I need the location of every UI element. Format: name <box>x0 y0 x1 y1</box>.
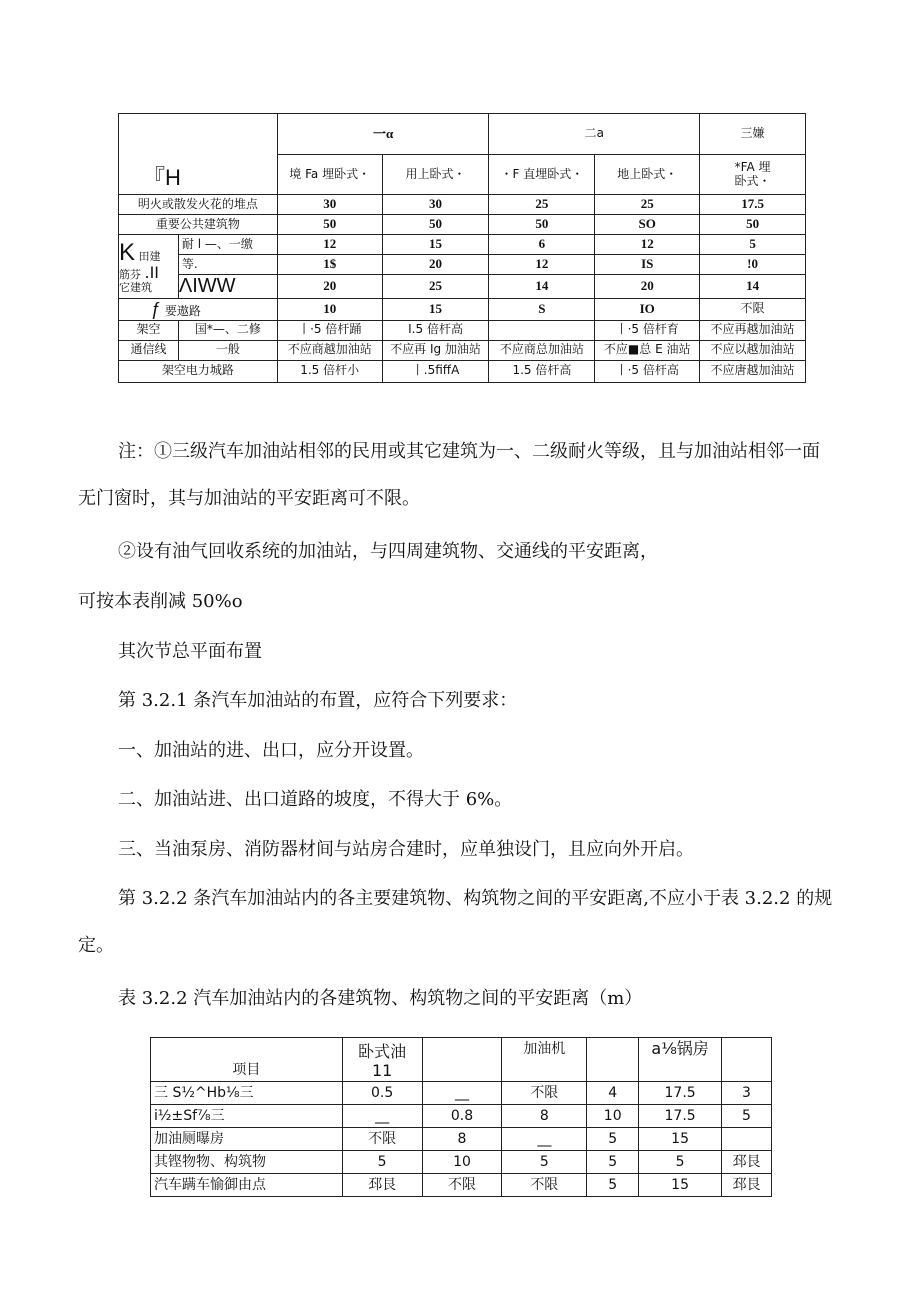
cell: S <box>489 299 595 321</box>
note-1-line-2: 无门窗时，其与加油站的平安距离可不限。 <box>78 488 420 509</box>
row-sub-label: 国*—、二修 <box>178 320 277 340</box>
row-label: 汽车蹒车愉御由点 <box>151 1174 343 1197</box>
header-boiler: a⅛锅房 <box>639 1038 722 1082</box>
cell: 10 <box>277 299 382 321</box>
corner-label: 『H <box>143 164 181 190</box>
cell: 12 <box>277 235 382 255</box>
row-label: i½±Sf⅞三 <box>151 1105 343 1128</box>
road-label <box>119 299 278 321</box>
other-label: 它建筑 <box>119 280 152 294</box>
row-label: 架空电力城路 <box>119 360 278 382</box>
cell: 不应商总加油站 <box>489 340 595 360</box>
f-glyph: ƒ <box>151 299 162 319</box>
row-label: 三 S½^Hb⅛三 <box>151 1082 343 1105</box>
cell: 5 <box>587 1151 639 1174</box>
cell: 20 <box>277 275 382 299</box>
cell: 17.5 <box>700 195 806 215</box>
group-header-2: 二a <box>489 114 700 155</box>
cell: SO <box>595 215 700 235</box>
cell: 3 <box>722 1082 772 1105</box>
cell: 不限 <box>422 1174 502 1197</box>
aiww-label: ΛIWW <box>178 275 277 299</box>
cell: 0.8 <box>422 1105 502 1128</box>
cell: 50 <box>382 215 489 235</box>
distance-table-2 <box>150 1037 772 1197</box>
cell: 5 <box>587 1174 639 1197</box>
cell: 15 <box>382 299 489 321</box>
row-label: 架空 <box>119 320 179 340</box>
row-sub-label: 等. <box>178 255 277 275</box>
article-322-line-2: 定。 <box>78 935 114 956</box>
cell: 50 <box>277 215 382 235</box>
corner-cell <box>119 114 278 195</box>
cell: 30 <box>382 195 489 215</box>
row-label: 重要公共建筑物 <box>119 215 278 235</box>
cell: I.5 倍杆高 <box>382 320 489 340</box>
cell: 15 <box>382 235 489 255</box>
cell: !0 <box>700 255 806 275</box>
cell: 丨.5fiffA <box>382 360 489 382</box>
cell: __ <box>422 1082 502 1105</box>
header-tank: 卧式油 11 <box>342 1038 422 1082</box>
cell: IO <box>595 299 700 321</box>
cell: 20 <box>382 255 489 275</box>
note-2-line-1: ②设有油气回收系统的加油站，与四周建筑物、交通线的平安距离， <box>118 541 658 562</box>
article-321: 第 3.2.1 条汽车加油站的布置，应符合下列要求： <box>118 690 518 711</box>
row-sub-label: 一般 <box>178 340 277 360</box>
cell: 25 <box>382 275 489 299</box>
cell: 邳艮 <box>342 1174 422 1197</box>
header-blank <box>722 1038 772 1082</box>
cell: 邳艮 <box>722 1151 772 1174</box>
cell: 14 <box>700 275 806 299</box>
sub-header-4: 地上卧式・ <box>595 155 700 195</box>
cell: 不应商越加油站 <box>277 340 382 360</box>
cell: 50 <box>489 215 595 235</box>
cell: 12 <box>595 235 700 255</box>
cell: 1$ <box>277 255 382 275</box>
row-label: 其铿物物、构筑物 <box>151 1151 343 1174</box>
cell: 不限 <box>342 1128 422 1151</box>
cell <box>489 320 595 340</box>
group-header-3: 三嫌 <box>700 114 806 155</box>
other-buildings-label <box>119 235 179 299</box>
item-2: 二、加油站进、出口道路的坡度，不得大于 6%。 <box>118 789 513 810</box>
distance-table-1 <box>118 113 806 383</box>
cell: 10 <box>587 1105 639 1128</box>
two-label: .II <box>144 262 160 282</box>
cell: 5 <box>722 1105 772 1128</box>
sub-header-3: ・F 直埋卧式・ <box>489 155 595 195</box>
road-text: 要遨路 <box>164 304 201 318</box>
k-small: 田建 <box>138 249 161 263</box>
row-label: 明火或散发火花的堆点 <box>119 195 278 215</box>
table-3-2-2-title: 表 3.2.2 汽车加油站内的各建筑物、构筑物之间的平安距离（m） <box>118 988 643 1009</box>
cell: 25 <box>595 195 700 215</box>
article-322-line-1: 第 3.2.2 条汽车加油站内的各主要建筑物、构筑物之间的平安距离,不应小于表 3.2.2 的规 <box>118 888 833 909</box>
cell: 不限 <box>502 1082 587 1105</box>
cell: 不限 <box>502 1174 587 1197</box>
row-label: 通信线 <box>119 340 179 360</box>
cell: 丨·5 倍杆育 <box>595 320 700 340</box>
header-dispenser: 加油机 <box>502 1038 587 1082</box>
cell: 不应再 Ig 加油站 <box>382 340 489 360</box>
cell: 不应再越加油站 <box>700 320 806 340</box>
header-item: 项目 <box>151 1038 343 1082</box>
cell <box>722 1128 772 1151</box>
item-3: 三、当油泵房、消防器材间与站房合建时，应单独设门，且应向外开启。 <box>118 839 694 860</box>
cell: 不应■总 E 油站 <box>595 340 700 360</box>
section-heading: 其次节总平面布置 <box>118 641 262 662</box>
cell: 15 <box>639 1128 722 1151</box>
cell: 邳艮 <box>722 1174 772 1197</box>
cell: 17.5 <box>639 1082 722 1105</box>
cell: 30 <box>277 195 382 215</box>
cell: 不应唐越加油站 <box>700 360 806 382</box>
header-blank <box>422 1038 502 1082</box>
cell: 25 <box>489 195 595 215</box>
sub-header-1: 境 Fa 埋卧式・ <box>277 155 382 195</box>
row-sub-label: 耐 l —、一缴 <box>178 235 277 255</box>
cell: __ <box>502 1128 587 1151</box>
cell: 8 <box>502 1105 587 1128</box>
cell: 1.5 倍杆高 <box>489 360 595 382</box>
group-header-1: 一α <box>277 114 489 155</box>
cell: 4 <box>587 1082 639 1105</box>
cell: 17.5 <box>639 1105 722 1128</box>
cell: 50 <box>700 215 806 235</box>
cell: __ <box>342 1105 422 1128</box>
cell: 10 <box>422 1151 502 1174</box>
cell: 20 <box>595 275 700 299</box>
cell: 5 <box>502 1151 587 1174</box>
note-2-line-2: 可按本表削减 50%o <box>78 591 243 612</box>
cell: 14 <box>489 275 595 299</box>
k-glyph: K <box>119 238 136 266</box>
item-1: 一、加油站的进、出口，应分开设置。 <box>118 740 424 761</box>
cell: 不限 <box>700 299 806 321</box>
cell: 0.5 <box>342 1082 422 1105</box>
cell: 1.5 倍杆小 <box>277 360 382 382</box>
cell: 5 <box>587 1128 639 1151</box>
cell: 8 <box>422 1128 502 1151</box>
cell: IS <box>595 255 700 275</box>
header-blank <box>587 1038 639 1082</box>
sub-header-2: 用上卧式・ <box>382 155 489 195</box>
cell: 不应以越加油站 <box>700 340 806 360</box>
row-label: 加油厕曝房 <box>151 1128 343 1151</box>
cell: 5 <box>639 1151 722 1174</box>
cell: 丨·5 倍杆高 <box>595 360 700 382</box>
cell: 15 <box>639 1174 722 1197</box>
cell: 12 <box>489 255 595 275</box>
cell: 丨·5 倍杆踊 <box>277 320 382 340</box>
cell: 5 <box>700 235 806 255</box>
cell: 5 <box>342 1151 422 1174</box>
pang-label: 筋芬 <box>119 267 141 281</box>
sub-header-5: *FA 埋 卧式・ <box>700 155 806 195</box>
note-1-line-1: 注：①三级汽车加油站相邻的民用或其它建筑为一、二级耐火等级，且与加油站相邻一面 <box>118 441 820 462</box>
cell: 6 <box>489 235 595 255</box>
